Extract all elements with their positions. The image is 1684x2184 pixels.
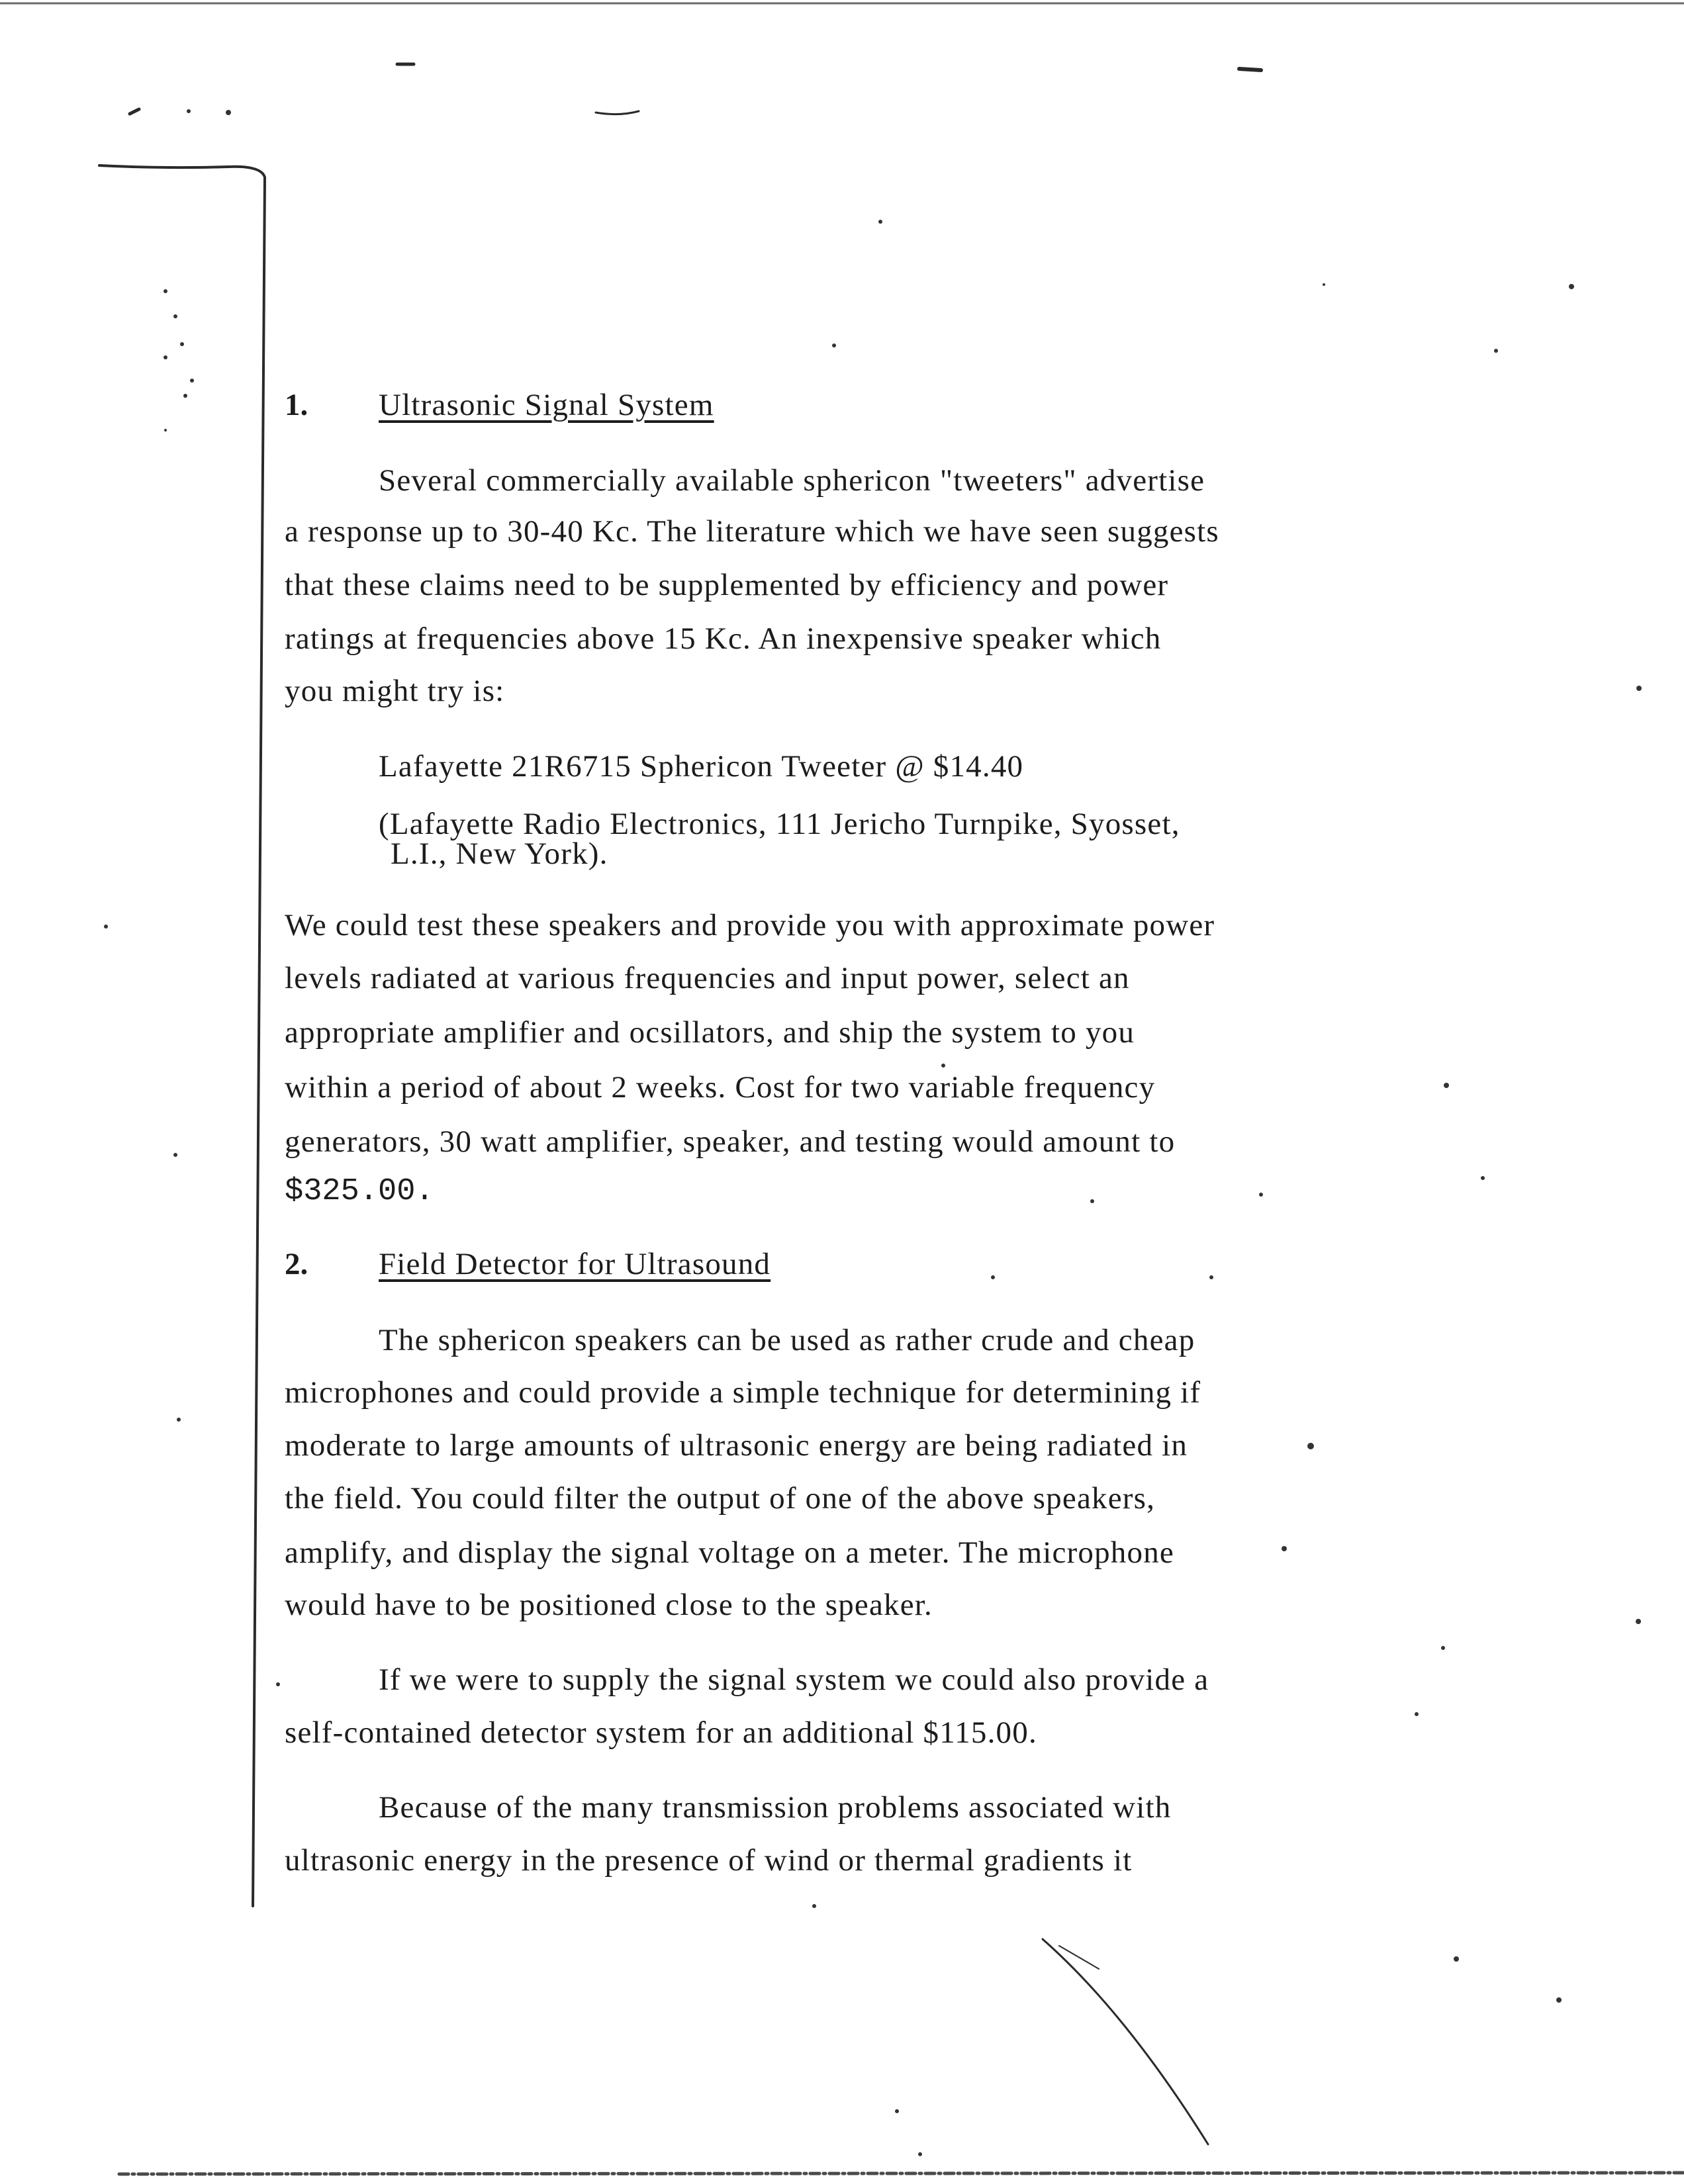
section-1-para1-line: ratings at frequencies above 15 Kc. An inexpensive speaker which (285, 621, 1162, 656)
section-1-para1-line: Several commercially available sphericon "tweeters" advertise (379, 463, 1205, 498)
section-1-para1-line: that these claims need to be supplemented by efficiency and power (285, 568, 1169, 602)
section-2-para1-line: amplify, and display the signal voltage on a meter. The microphone (285, 1535, 1174, 1570)
section-2-para1-line: The sphericon speakers can be used as rather crude and cheap (379, 1323, 1195, 1357)
section-1-para2-line: $325.00. (285, 1174, 434, 1209)
section-2-para1-line: microphones and could provide a simple technique for determining if (285, 1375, 1201, 1410)
section-2-para3-line: ultrasonic energy in the presence of wind or thermal gradients it (285, 1843, 1133, 1878)
section-1-para1-line: a response up to 30-40 Kc. The literature which we have seen suggests (285, 514, 1219, 549)
section-1-para2-line: We could test these speakers and provide you with approximate power (285, 908, 1215, 942)
product-address-line: (Lafayette Radio Electronics, 111 Jericho Turnpike, Syosset, (379, 807, 1180, 841)
section-1-para2-line: generators, 30 watt amplifier, speaker, and testing would amount to (285, 1124, 1176, 1159)
section-2-para1-line: would have to be positioned close to the speaker. (285, 1588, 933, 1622)
section-1-heading: Ultrasonic Signal System (379, 388, 714, 422)
section-1-number: 1. (285, 388, 308, 422)
section-1-para2-line: appropriate amplifier and ocsillators, and ship the system to you (285, 1015, 1135, 1050)
section-1-para2-line: levels radiated at various frequencies and input power, select an (285, 961, 1130, 995)
section-2-para2-line: self-contained detector system for an additional $115.00. (285, 1715, 1037, 1750)
section-2-para1-line: the field. You could filter the output of one of the above speakers, (285, 1481, 1156, 1516)
section-2-para2-line: If we were to supply the signal system we could also provide a (379, 1662, 1209, 1697)
section-2-para3-line: Because of the many transmission problems associated with (379, 1790, 1172, 1825)
section-2-para1-line: moderate to large amounts of ultrasonic energy are being radiated in (285, 1428, 1188, 1463)
product-name: Lafayette 21R6715 Sphericon Tweeter @ $14.40 (379, 749, 1024, 784)
section-1-para1-line: you might try is: (285, 674, 505, 708)
section-1-para2-line: within a period of about 2 weeks. Cost for two variable frequency (285, 1070, 1156, 1105)
section-2-heading: Field Detector for Ultrasound (379, 1247, 771, 1281)
section-2-number: 2. (285, 1247, 308, 1281)
product-address-line: L.I., New York). (391, 837, 608, 871)
